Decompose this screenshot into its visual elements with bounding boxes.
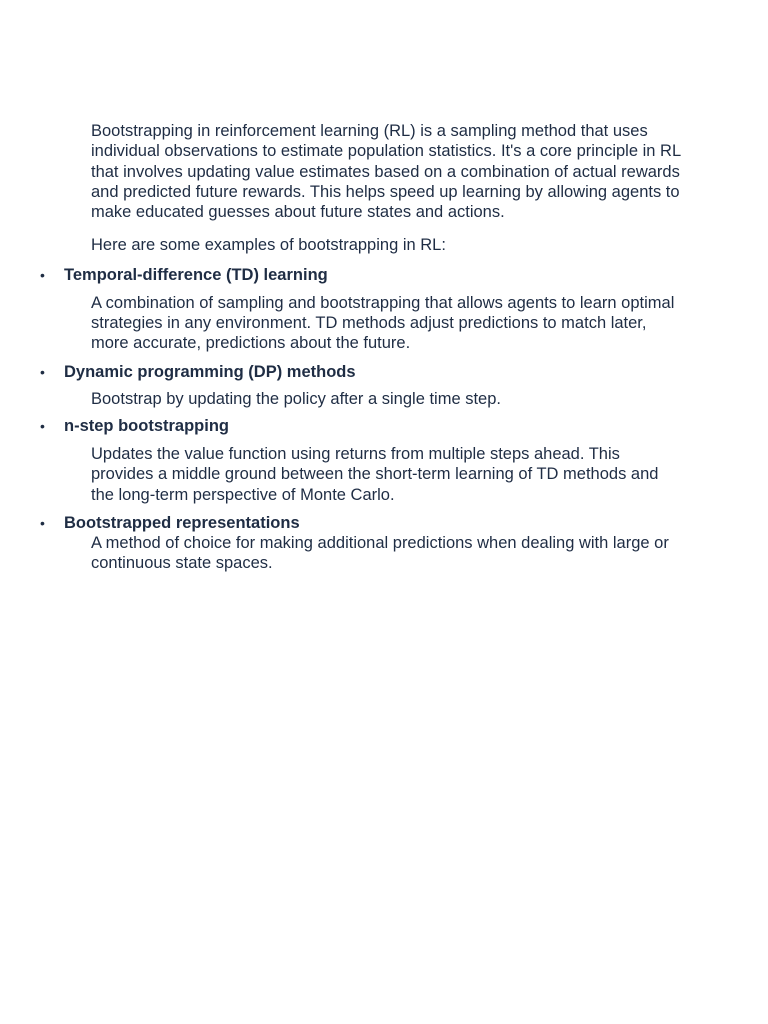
bullet-icon: • [40, 266, 45, 283]
list-item-bootstrapped-representations [0, 513, 768, 574]
examples-lead-paragraph: Here are some examples of bootstrapping in RL: [91, 236, 446, 255]
term-description: A method of choice for making additional predictions when dealing with large or continuous state spaces. [91, 533, 669, 573]
term-description: Bootstrap by updating the policy after a single time step. [91, 389, 501, 408]
term-heading: n-step bootstrapping [64, 416, 229, 435]
bullet-icon: • [40, 363, 45, 380]
document-body [0, 121, 768, 573]
term-heading: Temporal-difference (TD) learning [64, 265, 328, 284]
list-item-dp-methods [0, 362, 768, 409]
list-item-n-step [0, 416, 768, 505]
term-description: Updates the value function using returns from multiple steps ahead. This provides a middle ground between the short-term learning of TD methods and the long-term perspective of Monte Carlo. [91, 444, 659, 504]
term-heading: Bootstrapped representations [64, 513, 300, 532]
term-description: A combination of sampling and bootstrapping that allows agents to learn optimal strategies in any environment. TD methods adjust predictions to match later, more accurate, predictions about the future. [91, 293, 675, 353]
term-heading: Dynamic programming (DP) methods [64, 362, 356, 381]
list-item-td-learning [0, 265, 768, 354]
intro-paragraph: Bootstrapping in reinforcement learning (RL) is a sampling method that uses individual observations to estimate population statistics. It's a core principle in RL that involves updating value estimates based on a combination of actual rewards and predicted future rewards. This helps speed up learning by allowing agents to make educated guesses about future states and actions. [91, 122, 681, 222]
bullet-icon: • [40, 417, 45, 434]
bullet-icon: • [40, 514, 45, 531]
